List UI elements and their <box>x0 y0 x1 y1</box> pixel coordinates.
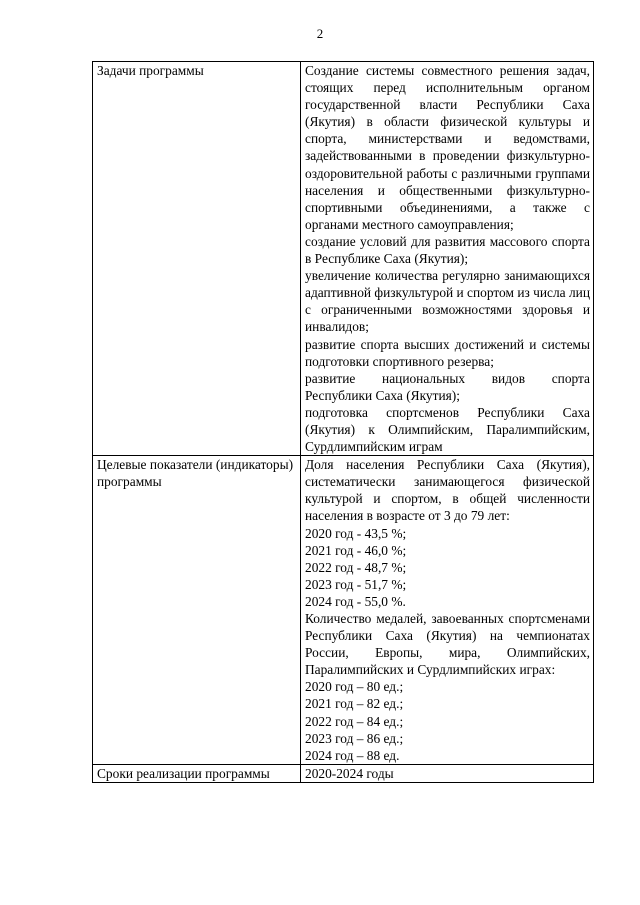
row-label-cell <box>93 62 301 456</box>
indicator-value: 2020 год - 43,5 %; <box>305 525 407 541</box>
indicator-value: 2022 год – 84 ед.; <box>305 713 404 729</box>
task-item: развитие национальных видов спорта Республики Саха (Якутия); <box>305 370 590 403</box>
task-item: создание условий для развития массового спорта в Республике Саха (Якутия); <box>305 233 590 267</box>
indicator-description: Доля населения Республики Саха (Якутия), систематически занимающегося физической культурой и спортом, в общей численности населения в возрасте от 3 до 79 лет: <box>305 457 590 524</box>
row-content-cell <box>301 764 594 782</box>
task-item: Создание системы совместного решения задач, стоящих перед исполнительным органом государственной власти Республики Саха (Якутия) в области физической культуры и спорта, министерствами и ведомствами, задействованными в проведении физкультурно-оздоровительной работы с различными группами населения и общественными физкультурно-спортивными объединениями, а также с органами местного самоуправления; <box>305 63 590 232</box>
indicator-value: 2024 год – 88 ед. <box>305 747 400 763</box>
page-number: 2 <box>316 26 324 41</box>
indicator-value: 2020 год – 80 ед.; <box>305 679 404 695</box>
row-label-period: Сроки реализации программы <box>97 765 270 781</box>
row-label-tasks: Задачи программы <box>97 63 204 78</box>
table-row <box>93 62 594 456</box>
indicator-value: 2023 год - 51,7 %; <box>305 576 407 592</box>
indicator-value: 2021 год – 82 ед.; <box>305 696 404 712</box>
indicator-value: 2024 год - 55,0 %. <box>305 593 406 609</box>
period-value: 2020-2024 годы <box>305 765 394 781</box>
task-item: увеличение количества регулярно занимающихся адаптивной физкультурой и спортом из числа лиц с ограниченными возможностями здоровья и инвалидов; <box>305 268 590 335</box>
row-content-cell <box>301 62 594 456</box>
indicator-description: Количество медалей, завоеванных спортсменами Республики Саха (Якутия) на чемпионатах России, Европы, мира, Олимпийских, Паралимпийских и Сурдлимпийских играх: <box>305 611 590 678</box>
indicator-value: 2022 год - 48,7 %; <box>305 559 407 575</box>
table-row <box>93 456 594 765</box>
indicator-value: 2021 год - 46,0 %; <box>305 542 407 558</box>
program-passport-table <box>92 61 594 783</box>
row-label-cell <box>93 764 301 782</box>
row-label-indicators: Целевые показатели (индикаторы) программы <box>97 457 294 490</box>
task-item: подготовка спортсменов Республики Саха (Якутия) к Олимпийским, Паралимпийским, Сурдлимпийским играм <box>305 404 590 455</box>
indicator-value: 2023 год – 86 ед.; <box>305 730 404 746</box>
row-content-cell <box>301 456 594 765</box>
table-row <box>93 764 594 782</box>
task-item: развитие спорта высших достижений и системы подготовки спортивного резерва; <box>305 336 590 369</box>
row-label-cell <box>93 456 301 765</box>
